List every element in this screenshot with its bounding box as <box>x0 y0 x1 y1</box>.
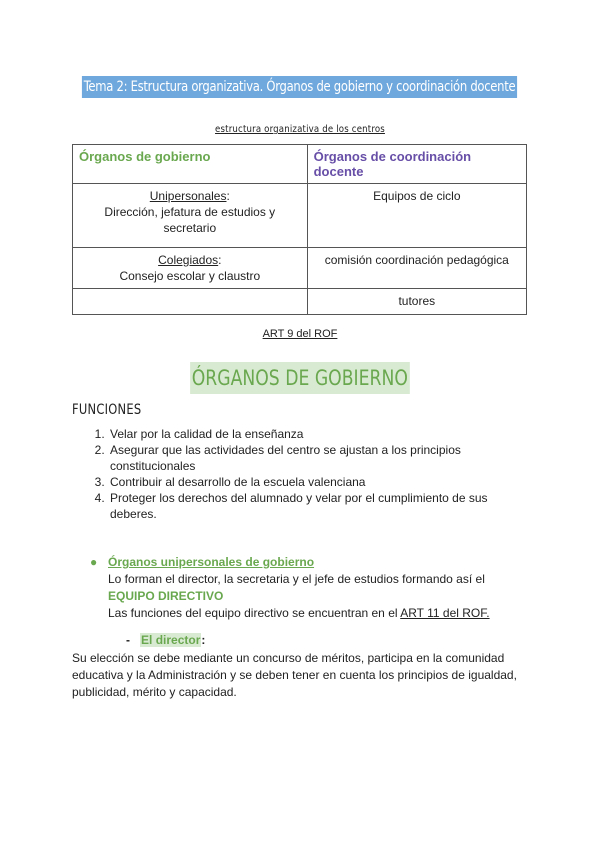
cell-equipos-ciclo: Equipos de ciclo <box>307 184 526 248</box>
section-wrap <box>0 362 600 394</box>
unipersonales-text: Dirección, jefatura de estudios y secretario <box>104 205 276 235</box>
list-item: 3. Contribuir al desarrollo de la escuela valenciana <box>108 474 518 490</box>
unipersonales-content <box>108 554 530 622</box>
header-organos-gobierno: Órganos de gobierno <box>73 145 308 184</box>
unipersonales-section <box>90 554 530 622</box>
unipersonales-line3: Las funciones del equipo directivo se encuentran en el ART 11 del ROF. <box>108 606 490 620</box>
table-row <box>73 289 527 315</box>
cell-tutores: tutores <box>307 289 526 315</box>
cell-empty <box>73 289 308 315</box>
unipersonales-heading: Órganos unipersonales de gobierno <box>108 555 315 569</box>
table-caption: estructura organizativa de los centros <box>215 124 385 135</box>
colegiados-text: Consejo escolar y claustro <box>119 269 261 283</box>
dash-marker: - <box>126 633 130 647</box>
funciones-heading: FUNCIONES <box>72 402 142 418</box>
title-wrap <box>0 76 600 98</box>
cell-colegiados: Colegiados: Consejo escolar y claustro <box>73 248 308 289</box>
table-row <box>73 184 527 248</box>
organization-table <box>72 144 527 315</box>
cell-unipersonales: Unipersonales: Dirección, jefatura de estudios y secretario <box>73 184 308 248</box>
table-header-row <box>73 145 527 184</box>
director-label: El director <box>141 633 201 647</box>
art11-reference: ART 11 del ROF. <box>400 606 490 620</box>
list-item: 1. Velar por la calidad de la enseñanza <box>108 426 518 442</box>
funciones-list <box>72 426 518 522</box>
cell-comision: comisión coordinación pedagógica <box>307 248 526 289</box>
table-row <box>73 248 527 289</box>
list-item: 4. Proteger los derechos del alumnado y velar por el cumplimiento de sus deberes. <box>108 490 518 522</box>
art9-reference: ART 9 del ROF <box>262 328 338 340</box>
header-organos-coordinacion: Órganos de coordinación docente <box>307 145 526 184</box>
colegiados-label: Colegiados <box>158 253 219 267</box>
unipersonales-line1: Lo forman el director, la secretaria y el jefe de estudios formando así el <box>108 572 485 586</box>
equipo-directivo: EQUIPO DIRECTIVO <box>108 589 224 603</box>
section-title: ÓRGANOS DE GOBIERNO <box>190 362 409 394</box>
list-item: 2. Asegurar que las actividades del centro se ajustan a los principios constitucionales <box>108 442 518 474</box>
director-paragraph: Su elección se debe mediante un concurso de méritos, participa en la comunidad educativa y la Administración y se deben tener en cuenta los principios de igualdad, publicidad, mérito y capacidad. <box>72 651 517 699</box>
director-item: - El director: <box>126 633 206 647</box>
bullet-icon: ● <box>90 555 98 569</box>
unipersonales-label: Unipersonales <box>149 189 227 203</box>
page-title: Tema 2: Estructura organizativa. Órganos de gobierno y coordinación docente <box>82 76 517 98</box>
